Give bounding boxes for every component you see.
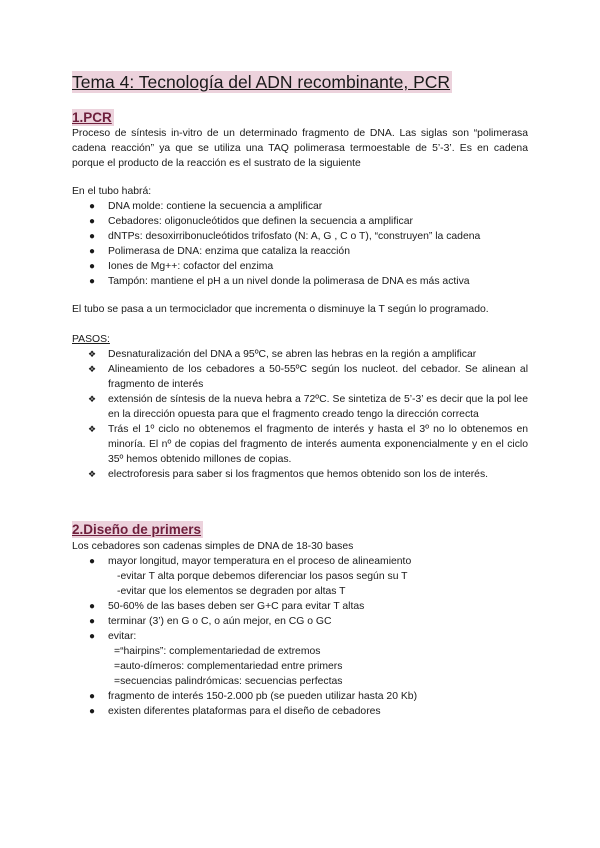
list-item: ❖ Alineamiento de los cebadores a 50-55ºC según los nucleot. del cebador. Se alinean al fragmento de interés (88, 364, 528, 390)
bullet-icon: ● (89, 246, 96, 257)
primers-intro-text: Los cebadores son cadenas simples de DNA de 18-30 bases (72, 541, 354, 552)
page-title: Tema 4: Tecnología del ADN recombinante, PCR (72, 72, 451, 92)
list-item: ● evitar: (89, 631, 137, 642)
list-item: ● mayor longitud, mayor temperatura en el proceso de alineamiento (89, 556, 412, 567)
primer-rules-list-3 (72, 689, 528, 719)
list-item: ● Cebadores: oligonucleótidos que definen la secuencia a amplificar (89, 216, 413, 227)
sub-item: =“hairpins”: complementariedad de extremos (114, 646, 321, 657)
sub-item: =auto-dímeros: complementariedad entre primers (114, 661, 343, 672)
primer-rules-list (72, 554, 528, 569)
list-item: ❖ extensión de síntesis de la nueva hebra a 72ºC. Se sintetiza de 5’-3’ es decir que la pol lee en la dirección opuesta para que el fragmento creado tengo la dirección correcta (88, 394, 528, 420)
list-item: ● 50-60% de las bases deben ser G+C para evitar T altas (89, 601, 365, 612)
diamond-arrow-icon: ❖ (88, 394, 97, 404)
diamond-arrow-icon: ❖ (88, 469, 97, 479)
section-heading-primers: 2.Diseño de primers (72, 522, 202, 537)
pcr-intro-paragraph: Proceso de síntesis in-vitro de un determinado fragmento de DNA. Las siglas son “polimerasa cadena reacción” ya que se utiliza una TAQ polimerasa termoestable de 5’-3’. Es en cadena porque el producto de la reacción es el sustrato de la siguiente (72, 128, 528, 169)
list-item: ● Polimerasa de DNA: enzima que cataliza la reacción (89, 246, 350, 257)
bullet-icon: ● (89, 706, 96, 717)
steps-label: PASOS: (72, 334, 110, 345)
bullet-icon: ● (89, 216, 96, 227)
bullet-icon: ● (89, 231, 96, 242)
list-item: ❖ Desnaturalización del DNA a 95ºC, se abren las hebras en la región a amplificar (88, 349, 477, 360)
list-item: ● fragmento de interés 150-2.000 pb (se pueden utilizar hasta 20 Kb) (89, 691, 418, 702)
pcr-steps-list (72, 347, 528, 482)
list-item: ● existen diferentes plataformas para el diseño de cebadores (89, 706, 381, 717)
list-item: ● Iones de Mg++: cofactor del enzima (89, 261, 274, 272)
diamond-arrow-icon: ❖ (88, 424, 97, 434)
sub-item: -evitar T alta porque debemos diferenciar los pasos según su T (117, 571, 408, 582)
list-item: ❖ electroforesis para saber si los fragmentos que hemos obtenido son los de interés. (88, 469, 489, 480)
list-item: ❖ Trás el 1º ciclo no obtenemos el fragmento de interés y hasta el 3º no lo obtenemos en minoría. El nº de copias del fragmento de interés aumenta exponencialmente y en el ciclo 35º hemos obtenido millones de copias. (88, 424, 528, 465)
bullet-icon: ● (89, 201, 96, 212)
bullet-icon: ● (89, 601, 96, 612)
list-item: ● DNA molde: contiene la secuencia a amplificar (89, 201, 323, 212)
bullet-icon: ● (89, 691, 96, 702)
thermocycler-text: El tubo se pasa a un termociclador que incrementa o disminuye la T según lo programado. (72, 304, 489, 315)
bullet-icon: ● (89, 556, 96, 567)
diamond-arrow-icon: ❖ (88, 349, 97, 359)
diamond-arrow-icon: ❖ (88, 364, 97, 374)
sub-item: =secuencias palindrómicas: secuencias perfectas (114, 676, 343, 687)
list-item: ● terminar (3’) en G o C, o aún mejor, en CG o GC (89, 616, 332, 627)
bullet-icon: ● (89, 276, 96, 287)
primer-rules-list-2 (72, 599, 528, 644)
tube-intro-text: En el tubo habrá: (72, 186, 152, 197)
section-heading-pcr: 1.PCR (72, 110, 112, 125)
tube-contents-list (72, 199, 528, 289)
list-item: ● Tampón: mantiene el pH a un nivel donde la polimerasa de DNA es más activa (89, 276, 470, 287)
bullet-icon: ● (89, 616, 96, 627)
list-item: ● dNTPs: desoxirribonucleótidos trifosfato (N: A, G , C o T), “construyen” la cadena (89, 231, 481, 242)
bullet-icon: ● (89, 261, 96, 272)
sub-item: -evitar que los elementos se degraden por altas T (117, 586, 346, 597)
bullet-icon: ● (89, 631, 96, 642)
